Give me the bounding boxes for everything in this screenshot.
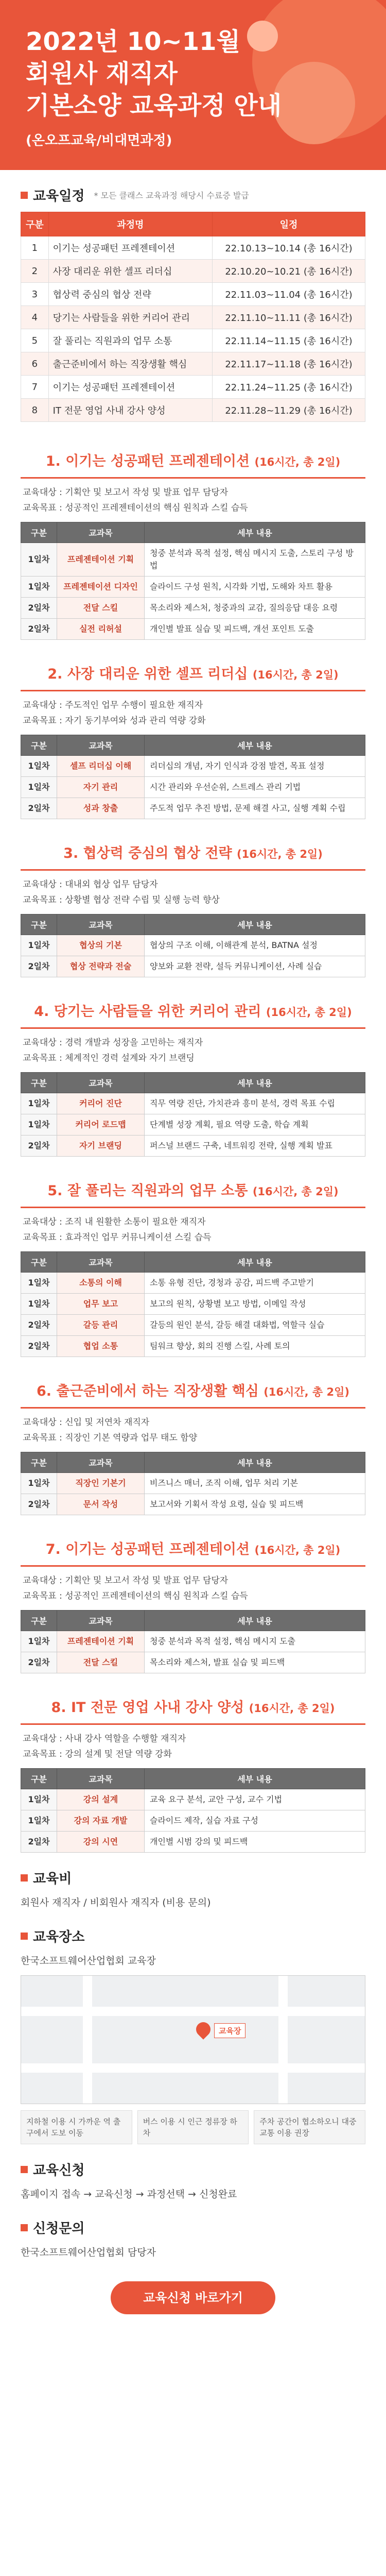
table-header-row <box>21 1252 365 1273</box>
course-meta <box>21 1029 365 1072</box>
course-content: 청중 분석과 목적 설정, 핵심 메시지 도출 <box>145 1631 365 1652</box>
course-meta <box>21 479 365 522</box>
course-target: 교육대상 : 대내외 협상 업무 담당자 <box>23 879 158 890</box>
table-cell: 6 <box>21 352 49 376</box>
table-cell: 사장 대리운 위한 셀프 리더십 <box>48 260 212 283</box>
course-subject: 성과 창출 <box>57 798 145 819</box>
table-row <box>21 283 365 306</box>
course-subject: 협상의 기본 <box>57 935 145 956</box>
course-block <box>21 993 365 1157</box>
table-row <box>21 1494 365 1515</box>
course-table <box>21 1610 365 1673</box>
course-duration: (16시간, 총 2일) <box>252 1185 339 1198</box>
course-meta <box>21 1409 365 1452</box>
table-row <box>21 1652 365 1673</box>
apply-section: 교육신청 홈페이지 접속 → 교육신청 → 과정선택 → 신청완료 <box>0 2144 386 2202</box>
course-subject: 직장인 기본기 <box>57 1473 145 1494</box>
map-road <box>83 1976 92 2104</box>
course-subject: 강의 시연 <box>57 1832 145 1853</box>
course-table <box>21 522 365 640</box>
course-goal: 교육목표 : 성공적인 프레젠테이션의 핵심 원칙과 스킬 습득 <box>23 1591 248 1601</box>
table-row <box>21 1631 365 1652</box>
course-content: 슬라이드 구성 원칙, 시각화 기법, 도해와 차트 활용 <box>145 577 365 598</box>
course-subject: 문서 작성 <box>57 1494 145 1515</box>
schedule-table <box>21 212 365 422</box>
course-subject: 프레젠테이션 디자인 <box>57 577 145 598</box>
course-meta <box>21 691 365 735</box>
course-day: 2일차 <box>21 1136 57 1157</box>
hero-banner <box>0 0 386 170</box>
course-meta <box>21 1567 365 1610</box>
table-cell: 협상력 중심의 협상 전략 <box>48 283 212 306</box>
table-cell: 이기는 성공패턴 프레젠테이션 <box>48 236 212 260</box>
course-day: 1일차 <box>21 1473 57 1494</box>
table-row <box>21 1810 365 1832</box>
course-title-text: 2. 사장 대리운 위한 셀프 리더십 <box>47 666 248 682</box>
course-subject: 커리어 진단 <box>57 1093 145 1114</box>
course-title-text: 4. 당기는 사람들을 위한 커리어 관리 <box>34 1004 261 1020</box>
course-content: 소통 유형 진단, 경청과 공감, 피드백 주고받기 <box>145 1273 365 1294</box>
column-header: 세부 내용 <box>145 735 365 756</box>
course-block <box>21 1531 365 1673</box>
column-header: 일정 <box>213 212 365 236</box>
course-day: 1일차 <box>21 1294 57 1315</box>
course-content: 양보와 교환 전략, 설득 커뮤니케이션, 사례 실습 <box>145 956 365 977</box>
table-row <box>21 1136 365 1157</box>
column-header: 세부 내용 <box>145 914 365 935</box>
title-line: 기본소양 교육과정 안내 <box>26 91 282 120</box>
column-header: 세부 내용 <box>145 1452 365 1473</box>
course-title <box>21 1372 365 1409</box>
course-title-text: 5. 잘 풀리는 직원과의 업무 소통 <box>47 1183 248 1199</box>
location-map[interactable] <box>21 1975 365 2104</box>
course-subject: 전달 스킬 <box>57 1652 145 1673</box>
course-title <box>21 1172 365 1208</box>
course-content: 개인별 시범 강의 및 피드백 <box>145 1832 365 1853</box>
course-content: 시간 관리와 우선순위, 스트레스 관리 기법 <box>145 777 365 798</box>
course-table <box>21 1452 365 1515</box>
course-subject: 셀프 리더십 이해 <box>57 756 145 777</box>
course-subject: 소통의 이해 <box>57 1273 145 1294</box>
course-block <box>21 835 365 977</box>
table-cell: 22.11.14~11.15 (총 16시간) <box>213 329 365 352</box>
schedule-heading: 교육일정 * 모든 클래스 교육과정 해당시 수료증 발급 <box>21 185 365 205</box>
map-road <box>278 1976 288 2104</box>
table-row <box>21 236 365 260</box>
course-day: 1일차 <box>21 577 57 598</box>
table-row <box>21 1832 365 1853</box>
course-day: 2일차 <box>21 598 57 619</box>
course-content: 개인별 발표 실습 및 피드백, 개선 포인트 도출 <box>145 619 365 640</box>
course-content: 비즈니스 매너, 조직 이해, 업무 처리 기본 <box>145 1473 365 1494</box>
course-day: 1일차 <box>21 1093 57 1114</box>
contact-section: 신청문의 한국소프트웨어산업협회 담당자 <box>0 2202 386 2261</box>
course-goal: 교육목표 : 강의 설계 및 전달 역량 강화 <box>23 1749 172 1759</box>
fee-text: 회원사 재직자 / 비회원사 재직자 (비용 문의) <box>21 1897 211 1908</box>
column-header: 구분 <box>21 212 49 236</box>
schedule-section <box>0 170 386 427</box>
table-row <box>21 1114 365 1136</box>
map-pin-icon <box>193 2019 214 2040</box>
page-title <box>26 26 386 122</box>
table-row <box>21 777 365 798</box>
table-cell: 이기는 성공패턴 프레젠테이션 <box>48 376 212 399</box>
table-cell: 당기는 사람들을 위한 커리어 관리 <box>48 306 212 329</box>
table-row <box>21 619 365 640</box>
column-header: 구분 <box>21 1769 57 1789</box>
column-header: 구분 <box>21 522 57 543</box>
course-block <box>21 1172 365 1357</box>
table-row <box>21 399 365 422</box>
location-section: 교육장소 한국소프트웨어산업협회 교육장 교육장 지하철 이용 시 가까운 역 출구에서 도보 이동 버스 이용 시 인근 정류장 하차 주차 공간이 협소하오니 대중교통 이용 권장 <box>0 1911 386 2144</box>
course-subject: 협업 소통 <box>57 1336 145 1357</box>
course-table <box>21 1768 365 1853</box>
column-header: 교과목 <box>57 1769 145 1789</box>
column-header: 교과목 <box>57 1611 145 1631</box>
course-subject: 강의 자료 개발 <box>57 1810 145 1832</box>
column-header: 구분 <box>21 1452 57 1473</box>
course-subject: 전달 스킬 <box>57 598 145 619</box>
course-day: 1일차 <box>21 1789 57 1810</box>
course-day: 1일차 <box>21 756 57 777</box>
course-subject: 업무 보고 <box>57 1294 145 1315</box>
table-cell: 2 <box>21 260 49 283</box>
table-row <box>21 577 365 598</box>
course-title-text: 6. 출근준비에서 하는 직장생활 핵심 <box>37 1383 259 1399</box>
course-content: 청중 분석과 목적 설정, 핵심 메시지 도출, 스토리 구성 방법 <box>145 543 365 577</box>
table-header-row <box>21 1452 365 1473</box>
course-table <box>21 735 365 819</box>
course-day: 2일차 <box>21 1494 57 1515</box>
column-header: 교과목 <box>57 1073 145 1093</box>
course-duration: (16시간, 총 2일) <box>264 1386 349 1398</box>
course-table <box>21 1072 365 1157</box>
table-cell: 22.11.17~11.18 (총 16시간) <box>213 352 365 376</box>
course-table <box>21 914 365 977</box>
course-title <box>21 1689 365 1725</box>
map-pin-label: 교육장 <box>214 2023 245 2038</box>
course-goal: 교육목표 : 성공적인 프레젠테이션의 핵심 원칙과 스킬 습득 <box>23 503 248 513</box>
course-content: 퍼스널 브랜드 구축, 네트워킹 전략, 실행 계획 발표 <box>145 1136 365 1157</box>
table-header-row <box>21 1769 365 1789</box>
column-header: 과정명 <box>48 212 212 236</box>
course-day: 1일차 <box>21 935 57 956</box>
table-row <box>21 598 365 619</box>
course-subject: 자기 브랜딩 <box>57 1136 145 1157</box>
course-duration: (16시간, 총 2일) <box>266 1006 352 1019</box>
direction-bus: 버스 이용 시 인근 정류장 하차 <box>137 2110 249 2144</box>
location-address: 한국소프트웨어산업협회 교육장 <box>21 1955 156 1967</box>
page-subtitle: (온오프교육/비대면과정) <box>26 133 172 148</box>
course-meta <box>21 1725 365 1768</box>
table-row <box>21 306 365 329</box>
column-header: 교과목 <box>57 1252 145 1273</box>
course-title <box>21 1531 365 1567</box>
directions <box>21 2110 365 2144</box>
course-block <box>21 443 365 640</box>
course-block <box>21 655 365 819</box>
table-cell: 1 <box>21 236 49 260</box>
table-row <box>21 1315 365 1336</box>
course-duration: (16시간, 총 2일) <box>237 848 323 860</box>
table-header-row <box>21 1611 365 1631</box>
course-duration: (16시간, 총 2일) <box>254 1544 341 1556</box>
table-row <box>21 376 365 399</box>
course-goal: 교육목표 : 체계적인 경력 설계와 자기 브랜딩 <box>23 1053 195 1063</box>
course-subject: 프레젠테이션 기획 <box>57 1631 145 1652</box>
column-header: 세부 내용 <box>145 1073 365 1093</box>
course-content: 목소리와 제스처, 발표 실습 및 피드백 <box>145 1652 365 1673</box>
table-row <box>21 1789 365 1810</box>
table-cell: 8 <box>21 399 49 422</box>
direction-subway: 지하철 이용 시 가까운 역 출구에서 도보 이동 <box>21 2110 132 2144</box>
table-cell: 22.10.20~10.21 (총 16시간) <box>213 260 365 283</box>
course-day: 1일차 <box>21 777 57 798</box>
bullet-icon <box>21 192 28 199</box>
course-day: 2일차 <box>21 1832 57 1853</box>
table-cell: 22.10.13~10.14 (총 16시간) <box>213 236 365 260</box>
course-title-text: 8. IT 전문 영업 사내 강사 양성 <box>51 1700 244 1716</box>
course-content: 보고의 원칙, 상황별 보고 방법, 이메일 작성 <box>145 1294 365 1315</box>
course-day: 2일차 <box>21 1315 57 1336</box>
course-title-text: 1. 이기는 성공패턴 프레젠테이션 <box>45 453 250 469</box>
column-header: 구분 <box>21 914 57 935</box>
table-row <box>21 543 365 577</box>
column-header: 세부 내용 <box>145 1769 365 1789</box>
course-content: 팀워크 향상, 회의 진행 스킬, 사례 토의 <box>145 1336 365 1357</box>
apply-text: 홈페이지 접속 → 교육신청 → 과정선택 → 신청완료 <box>21 2189 237 2200</box>
table-row <box>21 956 365 977</box>
table-cell: 22.11.24~11.25 (총 16시간) <box>213 376 365 399</box>
course-goal: 교육목표 : 자기 동기부여와 성과 관리 역량 강화 <box>23 716 206 726</box>
course-content: 주도적 업무 추진 방법, 문제 해결 사고, 실행 계획 수립 <box>145 798 365 819</box>
course-title <box>21 993 365 1029</box>
table-cell: 4 <box>21 306 49 329</box>
bullet-icon <box>21 1933 28 1940</box>
bullet-icon <box>21 2166 28 2173</box>
map-road <box>21 2063 365 2073</box>
title-line: 회원사 재직자 <box>26 59 178 88</box>
table-header-row <box>21 735 365 756</box>
course-duration: (16시간, 총 2일) <box>254 456 341 468</box>
course-content: 목소리와 제스처, 청중과의 교감, 질의응답 대응 요령 <box>145 598 365 619</box>
course-day: 1일차 <box>21 1631 57 1652</box>
course-content: 보고서와 기획서 작성 요령, 실습 및 피드백 <box>145 1494 365 1515</box>
course-title <box>21 443 365 479</box>
course-subject: 갈등 관리 <box>57 1315 145 1336</box>
course-target: 교육대상 : 경력 개발과 성장을 고민하는 재직자 <box>23 1038 203 1048</box>
course-target: 교육대상 : 사내 강사 역할을 수행할 재직자 <box>23 1734 186 1744</box>
column-header: 교과목 <box>57 914 145 935</box>
column-header: 교과목 <box>57 522 145 543</box>
course-day: 2일차 <box>21 956 57 977</box>
column-header: 세부 내용 <box>145 1611 365 1631</box>
course-content: 교육 요구 분석, 교안 구성, 교수 기법 <box>145 1789 365 1810</box>
course-table <box>21 1251 365 1357</box>
course-subject: 실전 리허설 <box>57 619 145 640</box>
table-row <box>21 1294 365 1315</box>
course-goal: 교육목표 : 효과적인 업무 커뮤니케이션 스킬 습득 <box>23 1232 212 1243</box>
bullet-icon <box>21 2224 28 2231</box>
map-road <box>21 2007 365 2016</box>
table-row <box>21 1273 365 1294</box>
course-content: 리더십의 개념, 자기 인식과 강점 발견, 목표 설정 <box>145 756 365 777</box>
course-list <box>0 443 386 1853</box>
course-target: 교육대상 : 조직 내 원활한 소통이 필요한 재직자 <box>23 1217 206 1227</box>
course-meta <box>21 1208 365 1251</box>
course-block <box>21 1689 365 1853</box>
column-header: 세부 내용 <box>145 522 365 543</box>
course-title <box>21 655 365 691</box>
course-day: 2일차 <box>21 1652 57 1673</box>
column-header: 구분 <box>21 1073 57 1093</box>
course-target: 교육대상 : 주도적인 업무 수행이 필요한 재직자 <box>23 700 203 710</box>
course-goal: 교육목표 : 상황별 협상 전략 수립 및 실행 능력 향상 <box>23 895 220 905</box>
course-content: 갈등의 원인 분석, 갈등 해결 대화법, 역할극 실습 <box>145 1315 365 1336</box>
table-row <box>21 798 365 819</box>
course-duration: (16시간, 총 2일) <box>249 1702 335 1715</box>
table-row <box>21 1473 365 1494</box>
course-day: 2일차 <box>21 619 57 640</box>
table-cell: 3 <box>21 283 49 306</box>
contact-text: 한국소프트웨어산업협회 담당자 <box>21 2247 156 2258</box>
table-cell: 22.11.10~11.11 (총 16시간) <box>213 306 365 329</box>
course-target: 교육대상 : 기획안 및 보고서 작성 및 발표 업무 담당자 <box>23 1575 229 1586</box>
course-content: 직무 역량 진단, 가치관과 흥미 분석, 경력 목표 수립 <box>145 1093 365 1114</box>
title-line: 2022년 10~11월 <box>26 27 240 56</box>
course-subject: 자기 관리 <box>57 777 145 798</box>
table-cell: IT 전문 영업 사내 강사 양성 <box>48 399 212 422</box>
course-content: 협상의 구조 이해, 이해관계 분석, BATNA 설정 <box>145 935 365 956</box>
column-header: 구분 <box>21 1252 57 1273</box>
course-block <box>21 1372 365 1515</box>
bullet-icon <box>21 1874 28 1882</box>
course-title-text: 3. 협상력 중심의 협상 전략 <box>63 845 232 861</box>
course-subject: 강의 설계 <box>57 1789 145 1810</box>
column-header: 교과목 <box>57 735 145 756</box>
table-row <box>21 756 365 777</box>
course-day: 2일차 <box>21 1336 57 1357</box>
course-title-text: 7. 이기는 성공패턴 프레젠테이션 <box>45 1541 250 1557</box>
schedule-note: * 모든 클래스 교육과정 해당시 수료증 발급 <box>94 191 249 200</box>
table-row <box>21 260 365 283</box>
direction-parking: 주차 공간이 협소하오니 대중교통 이용 권장 <box>254 2110 365 2144</box>
column-header: 구분 <box>21 1611 57 1631</box>
fee-section: 교육비 회원사 재직자 / 비회원사 재직자 (비용 문의) <box>0 1853 386 1911</box>
course-target: 교육대상 : 신입 및 저연차 재직자 <box>23 1417 150 1428</box>
course-content: 단계별 성장 계획, 필요 역량 도출, 학습 계획 <box>145 1114 365 1136</box>
course-content: 슬라이드 제작, 실습 자료 구성 <box>145 1810 365 1832</box>
table-cell: 7 <box>21 376 49 399</box>
table-cell: 22.11.28~11.29 (총 16시간) <box>213 399 365 422</box>
table-row <box>21 1336 365 1357</box>
table-cell: 5 <box>21 329 49 352</box>
course-title <box>21 835 365 871</box>
course-day: 1일차 <box>21 543 57 577</box>
table-header-row <box>21 522 365 543</box>
course-day: 2일차 <box>21 798 57 819</box>
table-cell: 출근준비에서 하는 직장생활 핵심 <box>48 352 212 376</box>
column-header: 교과목 <box>57 1452 145 1473</box>
course-target: 교육대상 : 기획안 및 보고서 작성 및 발표 업무 담당자 <box>23 487 229 498</box>
course-duration: (16시간, 총 2일) <box>252 669 339 681</box>
table-row <box>21 329 365 352</box>
column-header: 구분 <box>21 735 57 756</box>
table-row <box>21 1093 365 1114</box>
course-subject: 프레젠테이션 기획 <box>57 543 145 577</box>
course-day: 1일차 <box>21 1273 57 1294</box>
apply-now-button[interactable]: 교육신청 바로가기 <box>111 2281 275 2314</box>
course-subject: 협상 전략과 전술 <box>57 956 145 977</box>
table-cell: 잘 풀리는 직원과의 업무 소통 <box>48 329 212 352</box>
course-day: 1일차 <box>21 1114 57 1136</box>
column-header: 세부 내용 <box>145 1252 365 1273</box>
table-row <box>21 352 365 376</box>
course-goal: 교육목표 : 직장인 기본 역량과 업무 태도 함양 <box>23 1433 198 1443</box>
course-day: 1일차 <box>21 1810 57 1832</box>
course-meta <box>21 871 365 914</box>
table-header-row <box>21 1073 365 1093</box>
course-subject: 커리어 로드맵 <box>57 1114 145 1136</box>
table-row <box>21 935 365 956</box>
table-cell: 22.11.03~11.04 (총 16시간) <box>213 283 365 306</box>
table-header-row <box>21 914 365 935</box>
